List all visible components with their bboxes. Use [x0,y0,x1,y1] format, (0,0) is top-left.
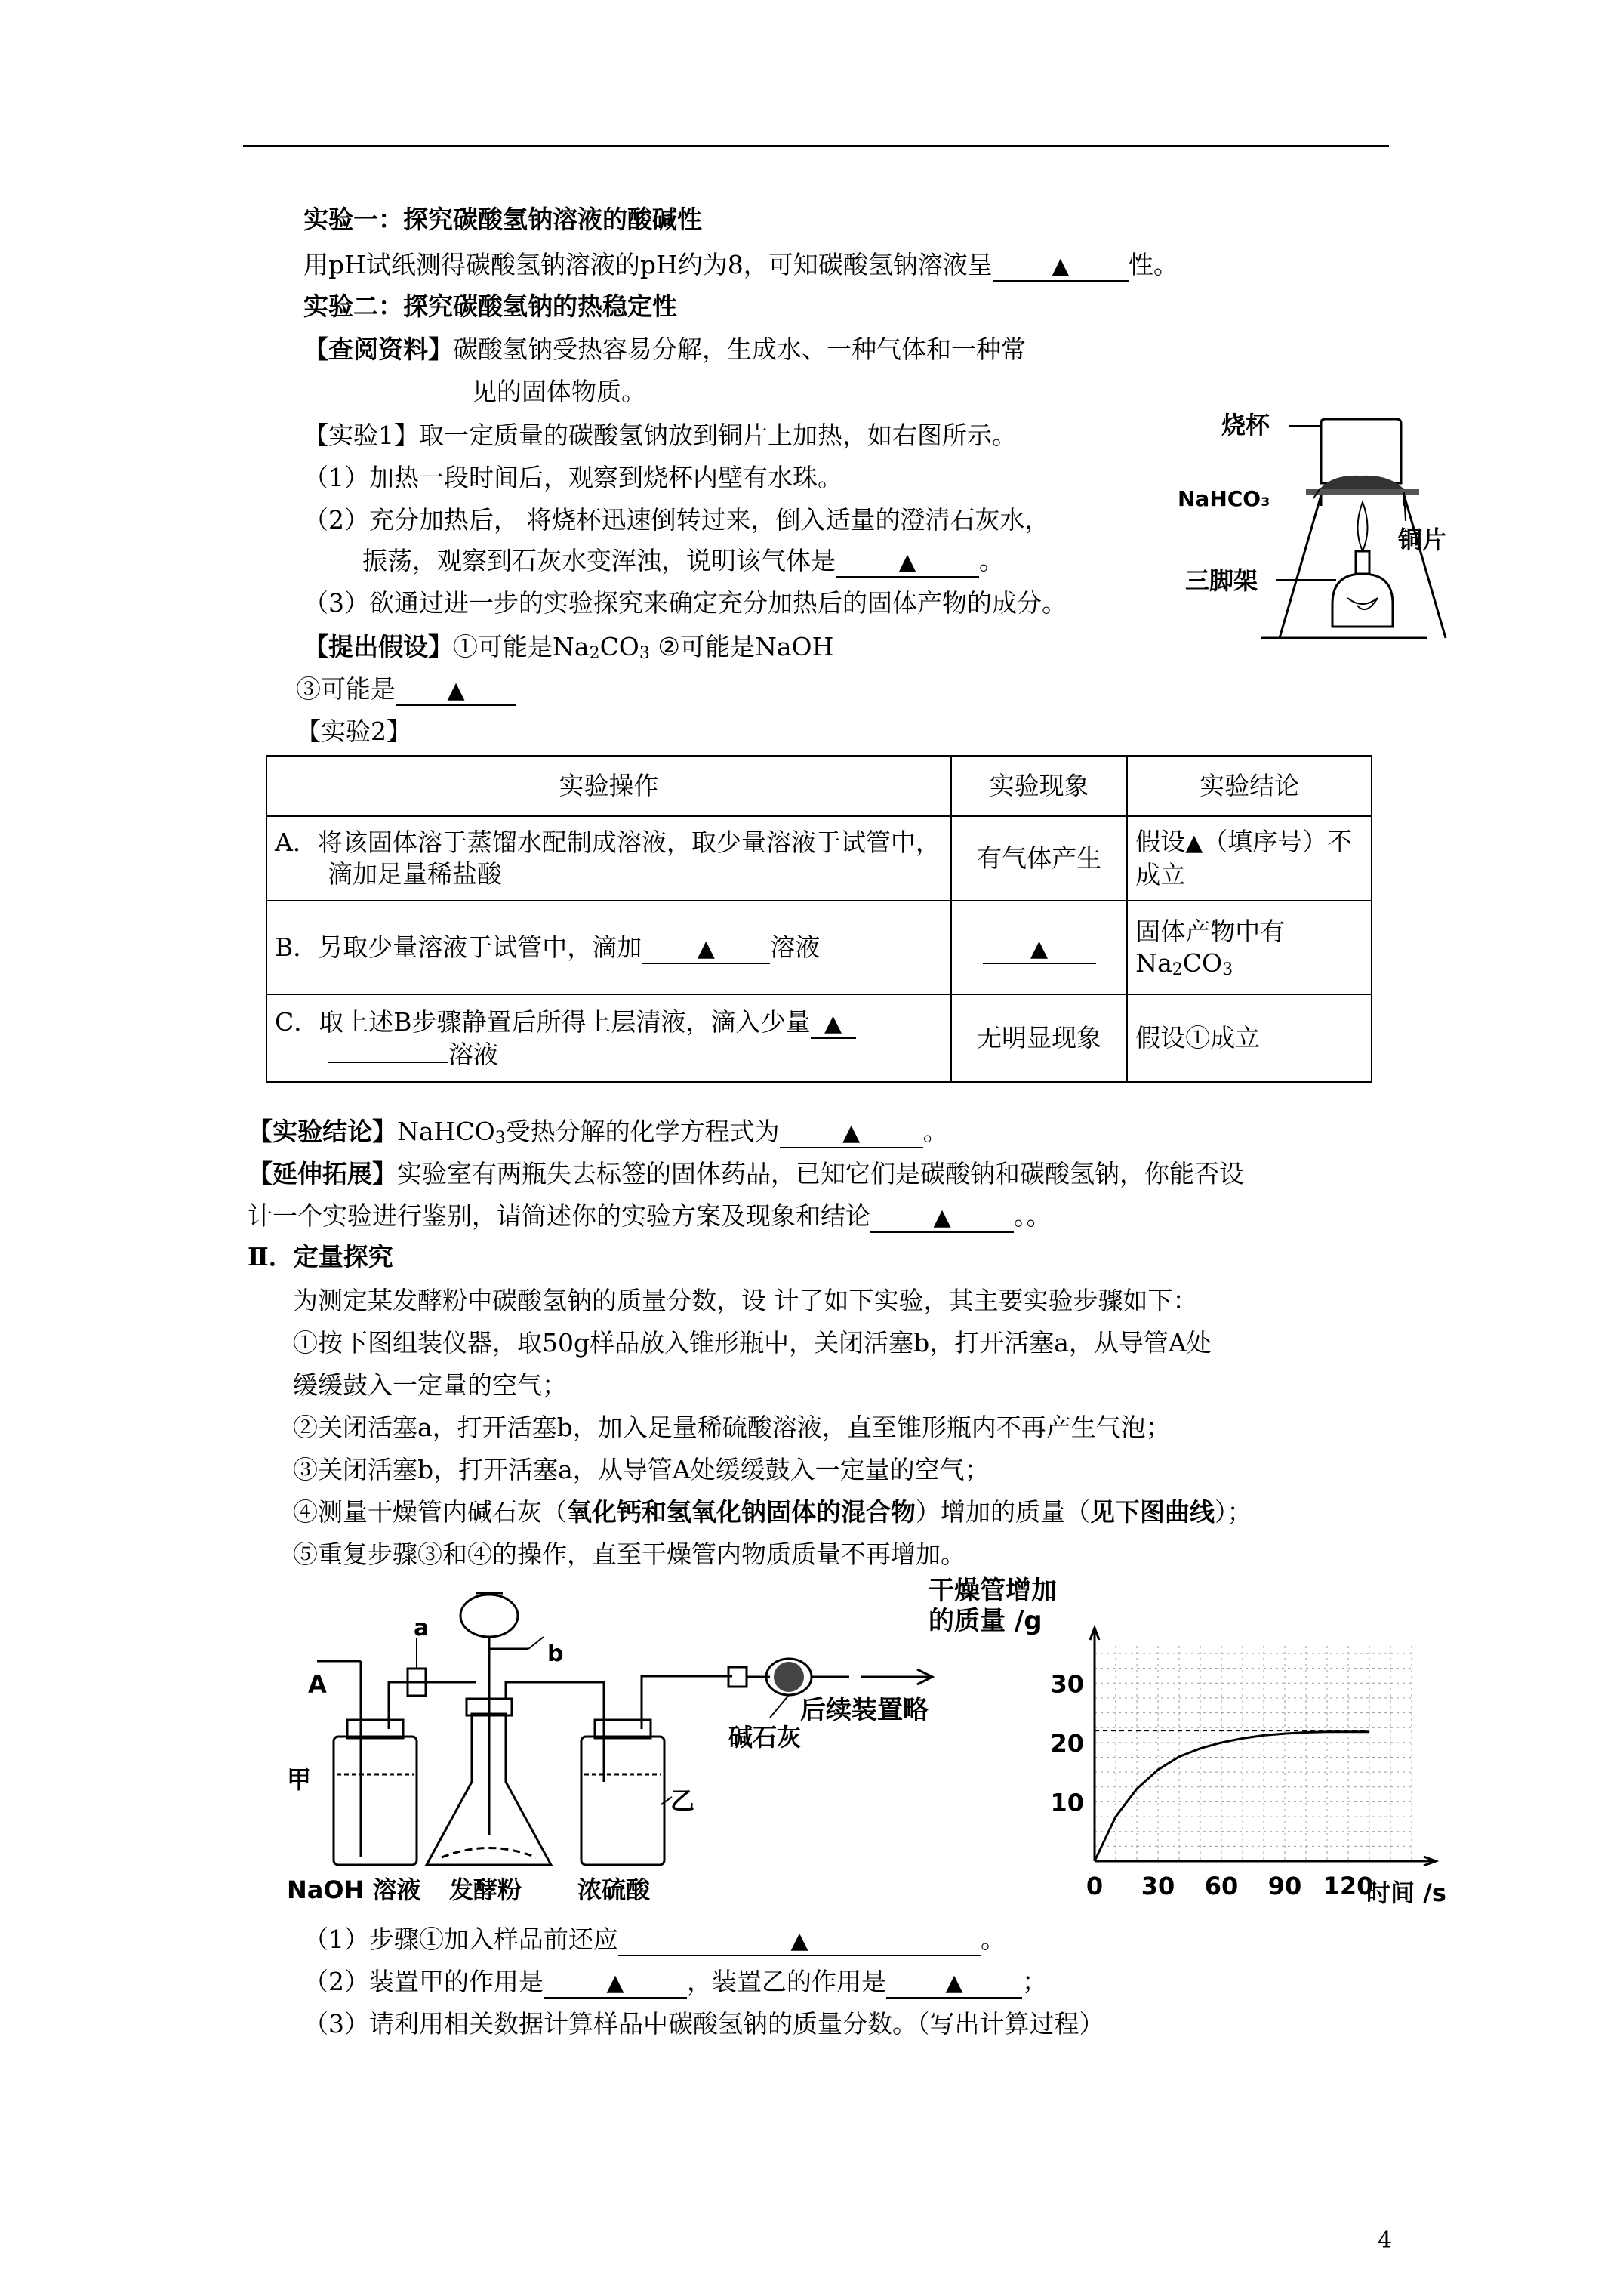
answer-blank[interactable]: ▲ [811,1009,856,1039]
part2-step4: ④测量干燥管内碱石灰（氧化钙和氢氧化钠固体的混合物）增加的质量（见下图曲线）； [293,1497,1252,1527]
nahco3-label: NaHCO₃ [1178,486,1270,511]
header-observation: 实验现象 [951,756,1127,816]
reference-line-2: 见的固体物质。 [472,377,646,406]
mass-time-chart [913,1578,1472,1910]
x-tick-label: 0 [1086,1872,1104,1900]
answer-blank[interactable]: ▲ [780,1118,923,1148]
bottle-yi-label: 乙 [670,1786,695,1815]
row-c-observation: 无明显现象 [951,994,1127,1082]
conclusion-line: 【实验结论】NaHCO$_3$受热分解的化学方程式为 ▲ 。 [248,1117,948,1148]
exp1-line: 用pH试纸测得碳酸氢钠溶液的pH约为8，可知碳酸氢钠溶液呈 ▲ 性。 [303,249,1178,282]
row-b-operation: B．另取少量溶液于试管中，滴加 ▲ 溶液 [266,901,951,994]
header-conclusion: 实验结论 [1127,756,1372,816]
row-a-conclusion: 假设▲（填序号）不成立 [1127,816,1372,901]
question-2: （2）装置甲的作用是 ▲ ，装置乙的作用是 ▲ ； [303,1966,1047,1999]
step2-line-2: 振荡，观察到石灰水变浑浊，说明该气体是 ▲ 。 [362,545,1004,578]
part2-step1: ①按下图组装仪器，取50g样品放入锥形瓶中，关闭活塞b，打开活塞a，从导管A处 [293,1328,1212,1358]
answer-blank[interactable]: ▲ [544,1968,687,1999]
answer-blank[interactable]: ▲ [993,251,1129,282]
tick-labels [1050,1669,1373,1900]
row-c-operation: C．取上述B步骤静置后所得上层清液，滴入少量 ▲ 溶液 [266,994,951,1082]
separatory-funnel-icon [460,1593,518,1835]
y-tick-label: 10 [1050,1788,1084,1817]
x-axis-label: 时间 /s [1366,1878,1446,1907]
tripod-label: 三脚架 [1185,566,1258,595]
beaker-label: 烧杯 [1221,411,1270,439]
question-1: （1）步骤①加入样品前还应 ▲ 。 [303,1924,1006,1956]
row-a-observation: 有气体产生 [951,816,1127,901]
row-b-conclusion: 固体产物中有 $Na_2CO_3$ [1127,901,1372,994]
answer-blank[interactable]: ▲ [396,676,516,706]
exp1-title: 实验一：探究碳酸氢钠溶液的酸碱性 [303,205,702,234]
x-tick-label: 120 [1323,1872,1374,1900]
copper-label: 铜片 [1398,525,1447,554]
table-row [266,901,1372,994]
heating-apparatus-figure [1178,400,1447,649]
answer-blank[interactable]: ▲ [983,934,1096,964]
header-operation: 实验操作 [266,756,951,816]
hypothesis3-line: ③可能是 ▲ [296,673,516,706]
answer-blank[interactable]: ▲ [836,547,979,578]
y-tick-label: 30 [1050,1669,1084,1699]
conc-sulfuric-acid-label: 浓硫酸 [577,1875,651,1904]
bottle-jia-icon [334,1661,417,1865]
step3-line: （3）欲通过进一步的实验探究来确定充分加热后的固体产物的成分。 [303,588,1067,618]
row-c-conclusion: 假设①成立 [1127,994,1372,1082]
chart-grid [1095,1646,1412,1861]
part2-step3: ③关闭活塞b，打开活塞a，从导管A处缓缓鼓入一定量的空气； [293,1455,990,1484]
y-axis-label: 干燥管增加 [929,1576,1057,1606]
tube-A-label: A [308,1670,327,1699]
reference-line: 【查阅资料】碳酸氢钠受热容易分解，生成水、一种气体和一种常 [303,334,1026,364]
x-tick-label: 90 [1267,1872,1302,1900]
y-axis-label-line2: 的质量 /g [929,1606,1042,1636]
row-b-observation [951,901,1127,994]
valve-a-label: a [414,1615,430,1641]
series-line [1095,1732,1369,1861]
soda-lime-label: 碱石灰 [728,1723,802,1752]
extension-line: 【延伸拓展】实验室有两瓶失去标签的固体药品，已知它们是碳酸钠和碳酸氢钠，你能否设 [248,1159,1244,1188]
experiment1-line: 【实验1】取一定质量的碳酸氢钠放到铜片上加热，如右图所示。 [303,421,1017,450]
x-tick-label: 30 [1141,1872,1175,1900]
table-row [266,816,1372,901]
soda-lime-icon [774,1662,804,1692]
experiment-table [266,755,1372,1083]
bottle-yi-icon [581,1684,664,1865]
beaker-icon [1321,419,1401,483]
question-3: （3）请利用相关数据计算样品中碳酸氢钠的质量分数。（写出计算过程） [303,2009,1104,2039]
follow-up-label: 后续装置略 [800,1695,929,1725]
row-a-operation: A．将该固体溶于蒸馏水配制成溶液，取少量溶液于试管中，滴加足量稀盐酸 [266,816,951,901]
experiment2-label: 【实验2】 [296,717,411,746]
yeast-powder-label: 发酵粉 [449,1875,522,1904]
part2-step2: ②关闭活塞a，打开活塞b，加入足量稀硫酸溶液，直至锥形瓶内不再产生气泡； [293,1413,1171,1442]
part2-step5: ⑤重复步骤③和④的操作，直至干燥管内物质质量不再增加。 [293,1539,965,1569]
copper-sheet-icon [1306,489,1419,495]
answer-blank[interactable]: ▲ [642,934,770,964]
table-row [266,994,1372,1082]
step2-line: （2）充分加热后， 将烧杯迅速倒转过来，倒入适量的澄清石灰水， [303,505,1050,535]
hypothesis-line: 【提出假设】①可能是$Na_2CO_3$ ②可能是NaOH [303,632,834,663]
answer-blank[interactable]: ▲ [870,1203,1014,1233]
y-tick-label: 20 [1050,1728,1084,1758]
answer-blank[interactable]: ▲ [886,1968,1022,1999]
part2-intro: 为测定某发酵粉中碳酸氢钠的质量分数，设 计了如下实验，其主要实验步骤如下： [293,1286,1198,1315]
bottle-jia-label: 甲 [287,1765,312,1794]
header-rule [243,145,1389,147]
naoh-label: NaOH 溶液 [287,1875,421,1904]
part2-title: Ⅱ．定量探究 [248,1242,393,1271]
alcohol-lamp-icon [1332,574,1393,627]
x-tick-label: 60 [1204,1872,1239,1900]
extension-line-2: 计一个实验进行鉴别，请简述你的实验方案及现象和结论 ▲ 。。 [248,1200,1052,1233]
page-number: 4 [1378,2227,1393,2254]
answer-blank[interactable] [328,1062,448,1063]
answer-blank[interactable]: ▲ [618,1926,981,1956]
step1-line: （1）加热一段时间后，观察到烧杯内壁有水珠。 [303,463,842,492]
part2-step1-cont: 缓缓鼓入一定量的空气； [293,1370,567,1400]
exp2-title: 实验二：探究碳酸氢钠的热稳定性 [303,291,677,321]
apparatus-figure [287,1586,966,1903]
valve-b-label: b [547,1641,564,1667]
